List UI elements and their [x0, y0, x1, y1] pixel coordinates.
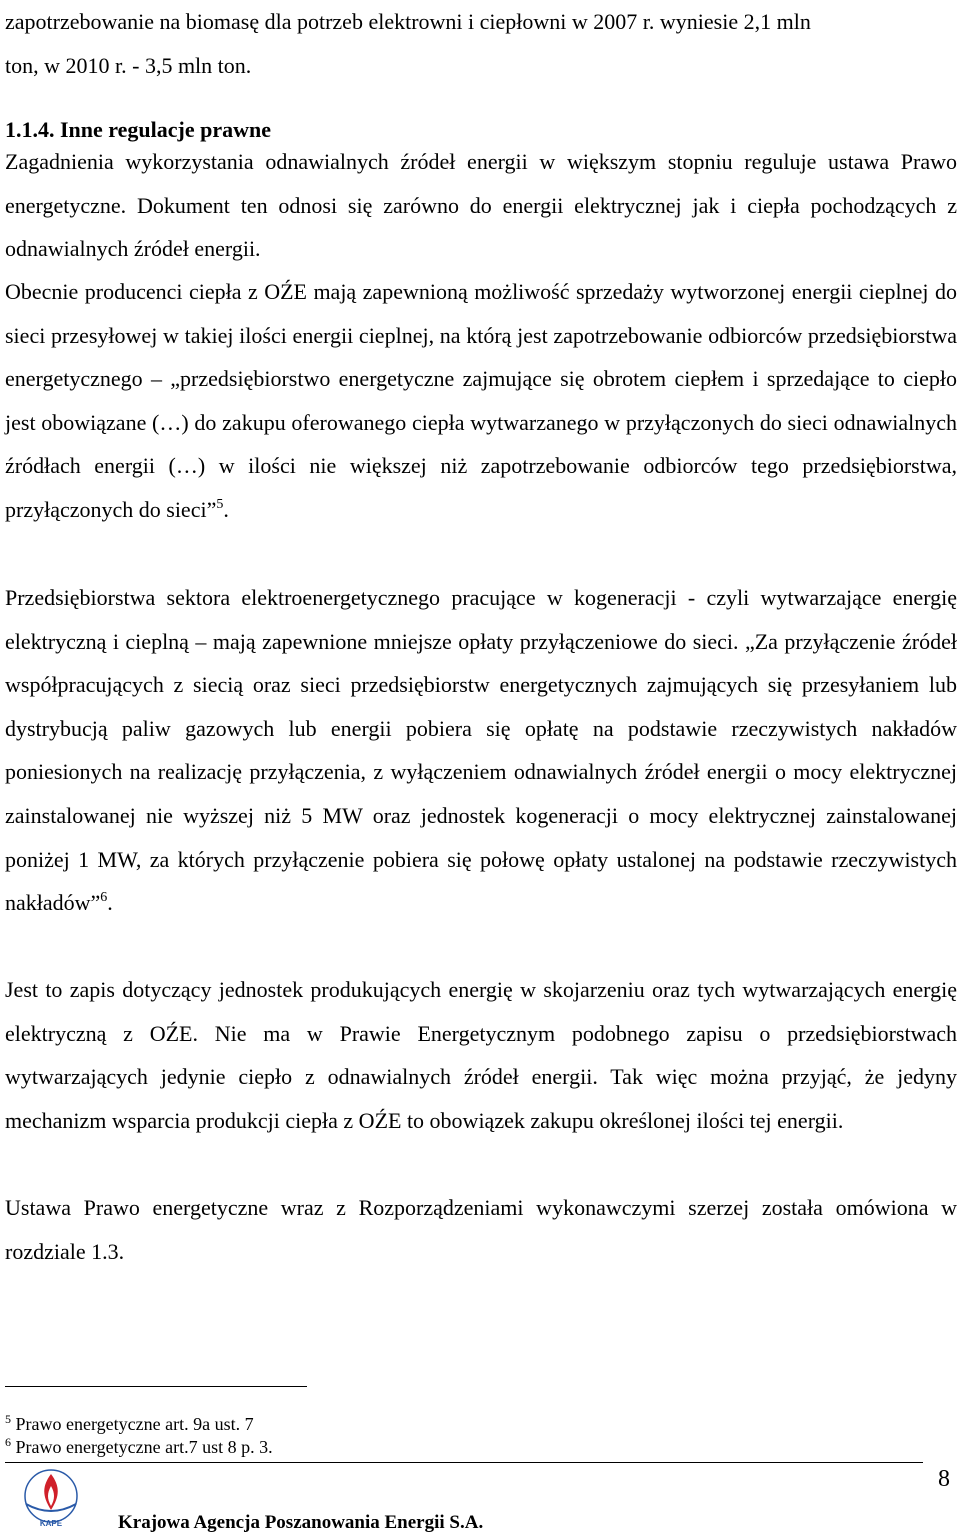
paragraph-2-text: Obecnie producenci ciepła z OŹE mają zapewnioną możliwość sprzedaży wytworzonej energii cieplnej do sieci przesyłowej w takiej ilości energii cieplnej, na którą jest zapotrzebowanie odbiorców przedsiębiorstwa energetycznego – „przedsiębiorstwo energetyczne zajmujące się obrotem ciepłem i sprzedające to ciepło jest obowiązane (…) do zakupu oferowanego ciepła wytwarzanego w przyłączonych do sieci odnawialnych źródłach energii (…) w ilości nie większej niż zapotrzebowanie odbiorców tego przedsiębiorstwa, przyłączonych do sieci” [5, 279, 957, 522]
intro-line-2: ton, w 2010 r. - 3,5 mln ton. [5, 52, 252, 78]
intro-line-1: zapotrzebowanie na biomasę dla potrzeb elektrowni i ciepłowni w 2007 r. wyniesie 2,1 mln [5, 9, 811, 34]
paragraph-3-text: Przedsiębiorstwa sektora elektroenergetycznego pracujące w kogeneracji - czyli wytwarzające energię elektryczną i cieplną – mają zapewnione mniejsze opłaty przyłączeniowe do sieci. „Za przyłączenie źródeł współpracujących z siecią oraz sieci przedsiębiorstw energetycznych zajmujących się przesyłaniem lub dystrybucją paliw gazowych lub energii pobiera się opłatę na podstawie rzeczywistych nakładów poniesionych na realizację przyłączenia, z wyłączeniem odnawialnych źródeł energii o mocy elektrycznej zainstalowanej nie wyższej niż 5 MW oraz jednostek kogeneracji o mocy elektrycznej zainstalowanej poniżej 1 MW, za których przyłączenie pobiera się połowę opłaty ustalonej na podstawie rzeczywistych nakładów” [5, 585, 957, 916]
footnote-ref-5: 5 [216, 496, 224, 512]
footnote-6-text: Prawo energetyczne art.7 ust 8 p. 3. [11, 1437, 273, 1457]
footnote-5 [5, 1414, 254, 1434]
footnote-divider [5, 1386, 307, 1387]
footnote-5-text: Prawo energetyczne art. 9a ust. 7 [11, 1414, 254, 1434]
logo-text: KAPE [39, 1519, 63, 1528]
footer-divider [5, 1462, 923, 1463]
paragraph-2-end: . [223, 496, 229, 522]
agency-name: Krajowa Agencja Poszanowania Energii S.A. [118, 1512, 484, 1533]
paragraph-2 [5, 270, 957, 532]
footnote-6 [5, 1437, 273, 1457]
section-heading: 1.1.4. Inne regulacje prawne [5, 117, 272, 142]
footnote-6-number: 6 [5, 1435, 11, 1449]
paragraph-1: Zagadnienia wykorzystania odnawialnych źródeł energii w większym stopniu reguluje ustawa Prawo energetyczne. Dokument ten odnosi się zarówno do energii elektrycznej jak i ciepła pochodzących z odnawialnych źródeł energii. [5, 149, 957, 262]
footnote-5-number: 5 [5, 1412, 11, 1426]
paragraph-4: Jest to zapis dotyczący jednostek produkujących energię w skojarzeniu oraz tych wytwarzających energię elektryczną z OŹE. Nie ma w Prawie Energetycznym podobnego zapisu o przedsiębiorstwach wytwarzających jedynie ciepło z odnawialnych źródeł energii. Tak więc można przyjąć, że jedyny mechanizm wsparcia produkcji ciepła z OŹE to obowiązek zakupu określonej ilości tej energii. [5, 977, 957, 1133]
kape-logo [20, 1466, 82, 1534]
page-number: 8 [938, 1466, 950, 1492]
paragraph-3 [5, 576, 957, 925]
footnote-ref-6: 6 [100, 890, 108, 906]
paragraph-5: Ustawa Prawo energetyczne wraz z Rozporządzeniami wykonawczymi szerzej została omówiona w rozdziale 1.3. [5, 1195, 957, 1264]
paragraph-3-end: . [107, 890, 113, 916]
